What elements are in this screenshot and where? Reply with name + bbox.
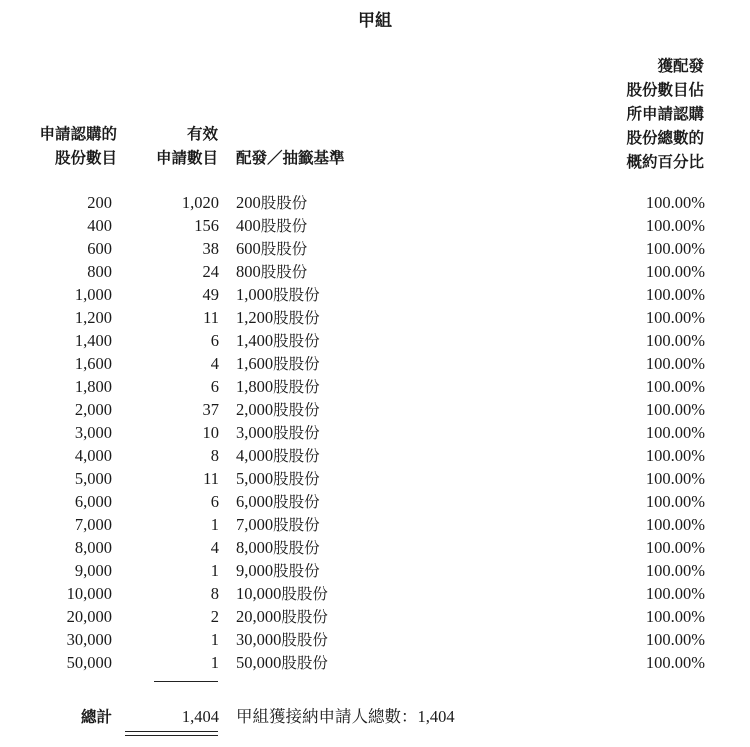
basis-unit: 股股份 xyxy=(281,608,328,626)
valid-applications-cell: 37 xyxy=(202,400,219,419)
percentage-cell: 100.00% xyxy=(645,285,705,304)
table-row xyxy=(0,582,750,605)
percentage-cell: 100.00% xyxy=(645,469,705,488)
basis-unit: 股股份 xyxy=(273,401,320,419)
valid-applications-cell: 38 xyxy=(202,239,219,258)
valid-applications-cell: 1 xyxy=(210,561,219,580)
valid-applications-cell: 4 xyxy=(210,354,219,373)
valid-applications-cell: 1 xyxy=(210,630,219,649)
table-row xyxy=(0,329,750,352)
table-row xyxy=(0,513,750,536)
allotment-table-body xyxy=(0,191,750,674)
basis-number: 4,000 xyxy=(236,446,274,465)
table-row xyxy=(0,490,750,513)
shares-cell: 30,000 xyxy=(66,630,112,649)
table-row xyxy=(0,352,750,375)
header-allotment-basis: 配發／抽籤基準 xyxy=(236,149,345,167)
percentage-cell: 100.00% xyxy=(645,239,705,258)
table-row xyxy=(0,628,750,651)
shares-cell: 2,000 xyxy=(74,400,112,419)
basis-unit: 股股份 xyxy=(260,240,308,258)
allotment-basis-cell xyxy=(236,214,307,238)
table-row xyxy=(0,375,750,398)
table-row xyxy=(0,605,750,628)
basis-number: 1,800 xyxy=(236,377,274,396)
valid-applications-cell: 8 xyxy=(210,584,219,603)
basis-unit: 股股份 xyxy=(273,309,320,327)
basis-number: 800 xyxy=(236,262,261,281)
header-line: 股份數目 xyxy=(54,149,117,167)
valid-applications-cell: 2 xyxy=(210,607,219,626)
shares-cell: 1,400 xyxy=(74,331,112,350)
basis-unit: 股股份 xyxy=(273,493,320,511)
valid-applications-cell: 24 xyxy=(202,262,219,281)
allotment-basis-cell xyxy=(236,582,328,606)
basis-unit: 股股份 xyxy=(273,539,320,557)
percentage-cell: 100.00% xyxy=(645,538,705,557)
basis-number: 6,000 xyxy=(236,492,274,511)
allotment-basis-cell xyxy=(236,559,320,583)
shares-cell: 20,000 xyxy=(66,607,112,626)
percentage-cell: 100.00% xyxy=(645,653,705,672)
basis-unit: 股股份 xyxy=(281,631,328,649)
table-row xyxy=(0,214,750,237)
shares-cell: 1,000 xyxy=(74,285,112,304)
basis-number: 400 xyxy=(236,216,261,235)
basis-unit: 股股份 xyxy=(260,263,308,281)
allotment-basis-cell xyxy=(236,467,320,491)
percentage-cell: 100.00% xyxy=(645,331,705,350)
total-label: 總計 xyxy=(80,708,112,726)
table-row xyxy=(0,559,750,582)
shares-cell: 8,000 xyxy=(74,538,112,557)
total-description: 甲組獲接納申請人總數：1,404 xyxy=(236,707,455,726)
percentage-cell: 100.00% xyxy=(645,377,705,396)
header-line: 所申請認購 xyxy=(626,105,704,123)
percentage-cell: 100.00% xyxy=(645,262,705,281)
allotment-basis-cell xyxy=(236,352,320,376)
basis-unit: 股股份 xyxy=(260,217,308,235)
allotment-basis-cell xyxy=(236,237,307,261)
basis-unit: 股股份 xyxy=(273,447,320,465)
allotment-basis-cell xyxy=(236,260,307,284)
basis-unit: 股股份 xyxy=(273,424,320,442)
basis-number: 200 xyxy=(236,193,261,212)
basis-unit: 股股份 xyxy=(273,355,320,373)
basis-unit: 股股份 xyxy=(281,654,328,672)
shares-cell: 1,600 xyxy=(74,354,112,373)
table-row xyxy=(0,237,750,260)
allotment-basis-cell xyxy=(236,329,320,353)
percentage-cell: 100.00% xyxy=(645,308,705,327)
allotment-basis-cell xyxy=(236,421,320,445)
header-line: 申請認購的 xyxy=(39,125,117,143)
shares-cell: 5,000 xyxy=(74,469,112,488)
percentage-cell: 100.00% xyxy=(645,354,705,373)
shares-cell: 7,000 xyxy=(74,515,112,534)
header-line: 股份數目佔 xyxy=(626,81,704,99)
subtotal-rule xyxy=(154,681,218,682)
basis-number: 1,400 xyxy=(236,331,274,350)
basis-number: 1,000 xyxy=(236,285,274,304)
basis-number: 10,000 xyxy=(236,584,282,603)
valid-applications-cell: 1 xyxy=(210,515,219,534)
page-title: 甲組 xyxy=(358,11,392,31)
basis-number: 20,000 xyxy=(236,607,282,626)
allotment-basis-cell xyxy=(236,191,307,215)
shares-cell: 1,800 xyxy=(74,377,112,396)
allotment-basis-cell xyxy=(236,375,320,399)
header-shares-applied xyxy=(22,122,117,170)
valid-applications-cell: 156 xyxy=(194,216,219,235)
table-row xyxy=(0,651,750,674)
valid-applications-cell: 49 xyxy=(202,285,219,304)
shares-cell: 6,000 xyxy=(74,492,112,511)
basis-number: 5,000 xyxy=(236,469,274,488)
basis-number: 600 xyxy=(236,239,261,258)
allotment-basis-cell xyxy=(236,651,328,675)
basis-number: 1,200 xyxy=(236,308,274,327)
header-line: 股份總數的 xyxy=(626,129,704,147)
valid-applications-cell: 11 xyxy=(203,308,219,327)
percentage-cell: 100.00% xyxy=(645,446,705,465)
table-row xyxy=(0,306,750,329)
header-line: 有效 xyxy=(186,125,218,143)
basis-number: 8,000 xyxy=(236,538,274,557)
allotment-basis-cell xyxy=(236,306,320,330)
total-double-rule xyxy=(125,731,218,736)
shares-cell: 4,000 xyxy=(74,446,112,465)
table-row xyxy=(0,421,750,444)
total-count: 1,404 xyxy=(181,707,219,726)
table-row xyxy=(0,467,750,490)
allotment-basis-cell xyxy=(236,398,320,422)
percentage-cell: 100.00% xyxy=(645,630,705,649)
shares-cell: 800 xyxy=(87,262,112,281)
basis-unit: 股股份 xyxy=(273,470,320,488)
percentage-cell: 100.00% xyxy=(645,584,705,603)
allotment-basis-cell xyxy=(236,628,328,652)
percentage-cell: 100.00% xyxy=(645,561,705,580)
shares-cell: 10,000 xyxy=(66,584,112,603)
table-row xyxy=(0,260,750,283)
basis-number: 9,000 xyxy=(236,561,274,580)
basis-number: 30,000 xyxy=(236,630,282,649)
header-approx-percentage xyxy=(580,54,704,174)
shares-cell: 50,000 xyxy=(66,653,112,672)
basis-unit: 股股份 xyxy=(273,562,320,580)
allotment-basis-cell xyxy=(236,513,320,537)
header-line: 申請數目 xyxy=(155,149,218,167)
valid-applications-cell: 6 xyxy=(210,377,219,396)
valid-applications-cell: 10 xyxy=(202,423,219,442)
allotment-basis-cell xyxy=(236,490,320,514)
basis-unit: 股股份 xyxy=(281,585,328,603)
basis-unit: 股股份 xyxy=(260,194,308,212)
basis-unit: 股股份 xyxy=(273,332,320,350)
header-valid-applications xyxy=(128,122,218,170)
valid-applications-cell: 6 xyxy=(210,492,219,511)
basis-unit: 股股份 xyxy=(273,516,320,534)
allotment-basis-cell xyxy=(236,605,328,629)
basis-unit: 股股份 xyxy=(273,286,320,304)
percentage-cell: 100.00% xyxy=(645,216,705,235)
shares-cell: 400 xyxy=(87,216,112,235)
header-line: 概約百分比 xyxy=(626,153,704,171)
table-row xyxy=(0,398,750,421)
valid-applications-cell: 11 xyxy=(203,469,219,488)
percentage-cell: 100.00% xyxy=(645,423,705,442)
percentage-cell: 100.00% xyxy=(645,515,705,534)
valid-applications-cell: 6 xyxy=(210,331,219,350)
allotment-basis-cell xyxy=(236,283,320,307)
shares-cell: 200 xyxy=(87,193,112,212)
basis-unit: 股股份 xyxy=(273,378,320,396)
table-row xyxy=(0,283,750,306)
percentage-cell: 100.00% xyxy=(645,492,705,511)
allotment-basis-cell xyxy=(236,536,320,560)
basis-number: 50,000 xyxy=(236,653,282,672)
header-line: 獲配發 xyxy=(657,57,704,75)
shares-cell: 600 xyxy=(87,239,112,258)
table-row xyxy=(0,191,750,214)
table-row xyxy=(0,444,750,467)
shares-cell: 3,000 xyxy=(74,423,112,442)
percentage-cell: 100.00% xyxy=(645,193,705,212)
table-row xyxy=(0,536,750,559)
basis-number: 7,000 xyxy=(236,515,274,534)
shares-cell: 1,200 xyxy=(74,308,112,327)
percentage-cell: 100.00% xyxy=(645,400,705,419)
basis-number: 2,000 xyxy=(236,400,274,419)
valid-applications-cell: 4 xyxy=(210,538,219,557)
valid-applications-cell: 8 xyxy=(210,446,219,465)
percentage-cell: 100.00% xyxy=(645,607,705,626)
allotment-basis-cell xyxy=(236,444,320,468)
shares-cell: 9,000 xyxy=(74,561,112,580)
basis-number: 1,600 xyxy=(236,354,274,373)
valid-applications-cell: 1 xyxy=(210,653,219,672)
total-row xyxy=(0,705,750,729)
basis-number: 3,000 xyxy=(236,423,274,442)
valid-applications-cell: 1,020 xyxy=(181,193,219,212)
